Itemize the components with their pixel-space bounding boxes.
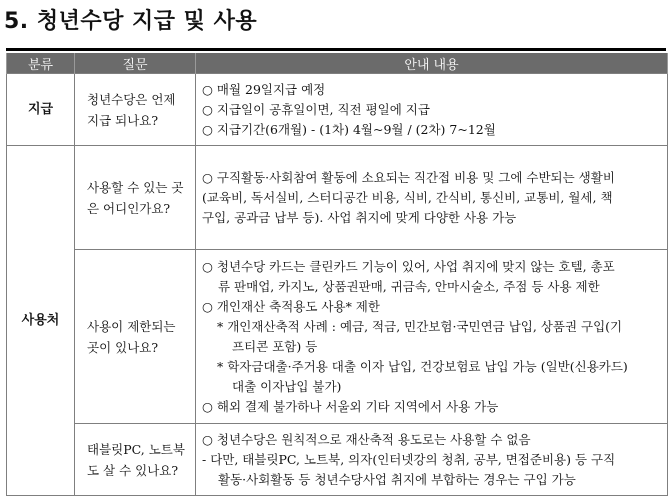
table-header-row: [7, 53, 668, 74]
answer-line: ○ 지급일이 공휴일이면, 직전 평일에 지급: [202, 101, 430, 117]
answer-cell: [196, 146, 668, 250]
table-row: [7, 250, 668, 424]
answer-cell: [196, 250, 668, 424]
answer-line: 대출 이자납입 불가): [232, 378, 342, 394]
answer-line: 활동·사회활동 등 청년수당사업 취지에 부합하는 경우는 구입 가능: [218, 471, 576, 487]
answer-line: ○ 매월 29일지급 예정: [202, 81, 326, 97]
faq-table: [6, 53, 668, 496]
table-row: [7, 74, 668, 146]
answer-line: - 다만, 태블릿PC, 노트북, 의자(인터넷강의 청취, 공부, 면접준비용) 등 구직: [202, 451, 616, 467]
answer-line: ○ 청년수당은 원칙적으로 재산축적 용도로는 사용할 수 없음: [202, 431, 531, 447]
answer-line: * 학자금대출·주거용 대출 이자 납입, 건강보험료 납입 가능 (일반(신용카드): [217, 358, 628, 374]
answer-line: ○ 개인재산 축적용도 사용* 제한: [202, 298, 380, 314]
header-answer: 안내 내용: [196, 53, 668, 74]
question-cell: 사용할 수 있는 곳은 어디인가요?: [75, 146, 196, 250]
answer-line: * 개인재산축적 사례 : 예금, 적금, 민간보험·국민연금 납입, 상품권 구입(기: [217, 318, 623, 334]
answer-line: 프티콘 포함) 등: [232, 338, 318, 354]
page-title: 5. 청년수당 지급 및 사용: [4, 9, 258, 34]
title-rule: [6, 48, 666, 51]
answer-line: 구입, 공과금 납부 등). 사업 취지에 맞게 다양한 사용 가능: [202, 209, 517, 225]
answer-line: ○ 해외 결제 불가하나 서울외 기타 지역에서 사용 가능: [202, 398, 499, 414]
category-cell-usage: 사용처: [7, 146, 75, 496]
answer-line: ○ 지급기간(6개월) - (1차) 4월~9월 / (2차) 7~12월: [202, 121, 496, 137]
question-cell: 태블릿PC, 노트북도 살 수 있나요?: [75, 424, 196, 496]
answer-line: (교육비, 독서실비, 스터디공간 비용, 식비, 간식비, 통신비, 교통비, 월세, 책: [202, 189, 613, 205]
answer-line: ○ 구직활동·사회참여 활동에 소요되는 직간접 비용 및 그에 수반되는 생활비: [202, 169, 615, 185]
table-row: [7, 146, 668, 250]
answer-line: ○ 청년수당 카드는 클린카드 기능이 있어, 사업 취지에 맞지 않는 호텔, 총포: [202, 258, 615, 274]
answer-cell: [196, 74, 668, 146]
header-question: 질문: [75, 53, 196, 74]
answer-cell: [196, 424, 668, 496]
category-cell-payment: 지급: [7, 74, 75, 146]
answer-line: 류 판매업, 카지노, 상품권판매, 귀금속, 안마시술소, 주점 등 사용 제한: [218, 278, 600, 294]
table-row: [7, 424, 668, 496]
question-cell: 청년수당은 언제 지급 되나요?: [75, 74, 196, 146]
question-cell: 사용이 제한되는 곳이 있나요?: [75, 250, 196, 424]
header-category: 분류: [7, 53, 75, 74]
